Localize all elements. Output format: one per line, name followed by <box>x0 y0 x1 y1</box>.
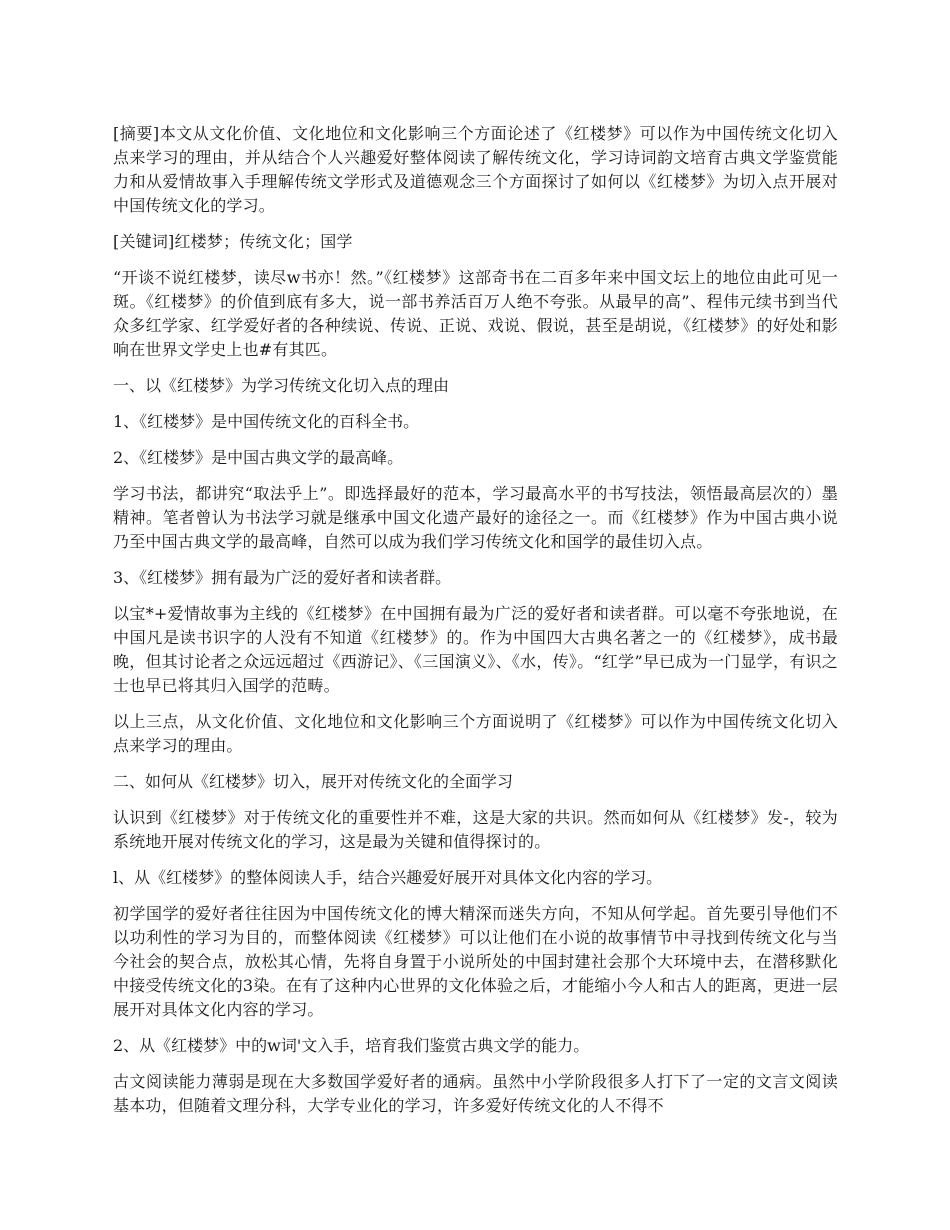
body-paragraph-readers: 以宝*+爱情故事为主线的《红楼梦》在中国拥有最为广泛的爱好者和读者群。可以毫不夸张地说，在中国凡是读书识字的人没有不知道《红楼梦》的。作为中国四大古典名著之一的《红楼梦》，成书最晚，但其讨论者之众远远超过《西游记》、《三国演义》、《水，传》。“红学”早已成为一门显学，有识之士也早已将其归入国学的范畴。 <box>113 604 838 695</box>
keywords-line: [关键词]红楼梦；传统文化；国学 <box>113 232 353 251</box>
body-paragraph-classical-reading: 古文阅读能力薄弱是现在大多数国学爱好者的通病。虽然中小学阶段很多人打下了一定的文言文阅读基本功，但随着文理分科，大学专业化的学习，许多爱好传统文化的人不得不 <box>113 1072 838 1115</box>
document-page <box>113 122 838 1130</box>
subheading-2-2: 2、从《红楼梦》中的w词'文入手，培育我们鉴赏古典文学的能力。 <box>113 1036 590 1055</box>
subheading-1-2: 2、《红楼梦》是中国古典文学的最高峰。 <box>113 448 404 467</box>
abstract-paragraph: [摘要]本文从文化价值、文化地位和文化影响三个方面论述了《红楼梦》可以作为中国传统文化切入点来学习的理由，并从结合个人兴趣爱好整体阅读了解传统文化，学习诗词韵文培育古典文学鉴赏能力和从爱情故事入手理解传统文学形式及道德观念三个方面探讨了如何以《红楼梦》为切入点开展对中国传统文化的学习。 <box>113 124 838 215</box>
body-paragraph-beginners: 初学国学的爱好者往往因为中国传统文化的博大精深而迷失方向，不知从何学起。首先要引导他们不以功利性的学习为目的，而整体阅读《红楼梦》可以让他们在小说的故事情节中寻找到传统文化与当今社会的契合点，放松其心情，先将自身置于小说所处的中国封建社会那个大环境中去，在潜移默化中接受传统文化的3染。在有了这种内心世界的文化体验之后，才能缩小今人和古人的距离，更进一层展开对具体文化内容的学习。 <box>113 904 838 1019</box>
section-heading-1: 一、以《红楼梦》为学习传统文化切入点的理由 <box>113 376 450 395</box>
section-heading-2: 二、如何从《红楼梦》切入，展开对传统文化的全面学习 <box>113 772 514 791</box>
subheading-1-1: 1、《红楼梦》是中国传统文化的百科全书。 <box>113 412 420 431</box>
subheading-1-3: 3、《红楼梦》拥有最为广泛的爱好者和读者群。 <box>113 568 452 587</box>
body-paragraph-consensus: 认识到《红楼梦》对于传统文化的重要性并不难，这是大家的共识。然而如何从《红楼梦》发-，较为系统地开展对传统文化的学习，这是最为关键和值得探讨的。 <box>113 808 838 851</box>
intro-paragraph: “开谈不说红楼梦，读尽w书亦！然。”《红楼梦》这部奇书在二百多年来中国文坛上的地位由此可见一斑。《红楼梦》的价值到底有多大，说一部书养活百万人绝不夸张。从最早的高”、程伟元续书到当代众多红学家、红学爱好者的各种续说、传说、正说、戏说、假说，甚至是胡说，《红楼梦》的好处和影响在世界文学史上也#有其匹。 <box>113 268 838 359</box>
body-paragraph-summary: 以上三点，从文化价值、文化地位和文化影响三个方面说明了《红楼梦》可以作为中国传统文化切入点来学习的理由。 <box>113 712 838 755</box>
subheading-2-1: l、从《红楼梦》的整体阅读人手，结合兴趣爱好展开对具体文化内容的学习。 <box>113 868 663 887</box>
body-paragraph-calligraphy: 学习书法，都讲究“取法乎上”。即选择最好的范本，学习最高水平的书写技法，领悟最高层次的）墨精神。笔者曾认为书法学习就是继承中国文化遗产最好的途径之一。而《红楼梦》作为中国古典小说乃至中国古典文学的最高峰，自然可以成为我们学习传统文化和国学的最佳切入点。 <box>113 484 838 551</box>
